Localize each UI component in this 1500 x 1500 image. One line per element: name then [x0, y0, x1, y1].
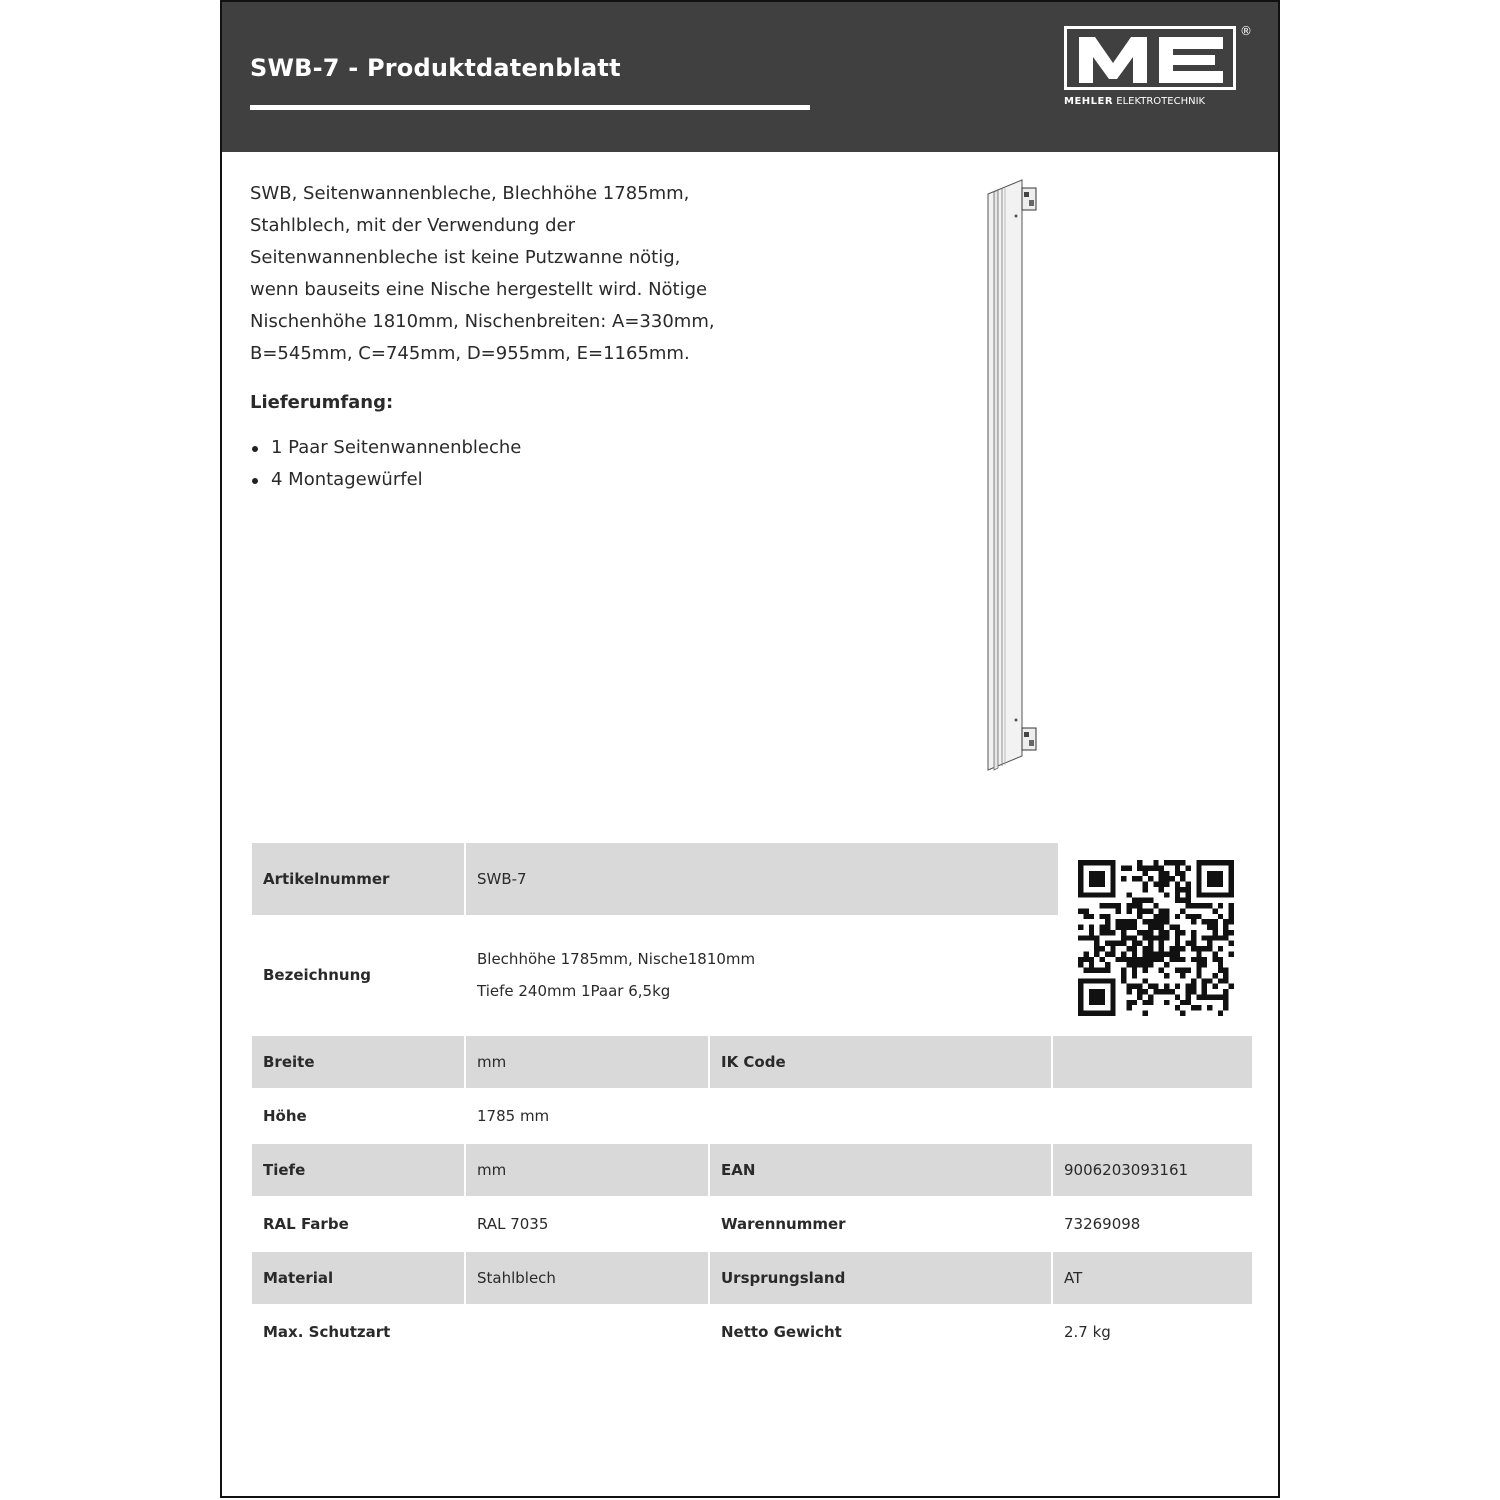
- header-bar: [222, 0, 1278, 152]
- label-hoehe: Höhe: [263, 1107, 307, 1125]
- label-ik-code: IK Code: [710, 1036, 1051, 1088]
- label-netto-gewicht: Netto Gewicht: [721, 1323, 842, 1341]
- description-line: SWB, Seitenwannenbleche, Blechhöhe 1785mm,: [250, 183, 690, 204]
- value-warennummer: 73269098: [1064, 1215, 1141, 1233]
- label-material: Material: [252, 1252, 464, 1304]
- me-logo-letters-icon: [1075, 33, 1227, 85]
- value-artikelnummer: SWB-7: [466, 843, 1058, 915]
- specs-table-top: [250, 841, 1060, 1035]
- label-tiefe: Tiefe: [252, 1144, 464, 1196]
- label-max-schutzart: Max. Schutzart: [263, 1323, 391, 1341]
- description-line: Seitenwannenbleche ist keine Putzwanne nötig,: [250, 247, 681, 268]
- table-row: [252, 1144, 1252, 1196]
- table-row: [252, 1306, 1252, 1358]
- registered-mark: ®: [1240, 24, 1252, 38]
- label-warennummer: Warennummer: [721, 1215, 846, 1233]
- side-panel-product-image: [982, 176, 1052, 776]
- label-ean: EAN: [710, 1144, 1051, 1196]
- label-ursprungsland: Ursprungsland: [710, 1252, 1051, 1304]
- lieferumfang-list: [250, 432, 521, 496]
- logo-brand-bold: MEHLER: [1064, 96, 1114, 107]
- description-line: wenn bauseits eine Nische hergestellt wird. Nötige: [250, 279, 708, 300]
- value-tiefe: mm: [466, 1144, 708, 1196]
- value-empty: [1053, 1090, 1252, 1142]
- value-bezeichnung: [466, 917, 1058, 1033]
- table-row: [252, 1036, 1252, 1088]
- list-item: 4 Montagewürfel: [250, 464, 521, 496]
- description-line: Stahlblech, mit der Verwendung der: [250, 215, 575, 236]
- label-artikelnummer: Artikelnummer: [252, 843, 464, 915]
- lieferumfang-heading: Lieferumfang:: [250, 392, 394, 413]
- value-material: Stahlblech: [466, 1252, 708, 1304]
- value-ursprungsland: AT: [1053, 1252, 1252, 1304]
- list-item: 1 Paar Seitenwannenbleche: [250, 432, 521, 464]
- value-breite: mm: [466, 1036, 708, 1088]
- bezeichnung-line: Tiefe 240mm 1Paar 6,5kg: [477, 982, 671, 1000]
- mehler-logo: [1064, 26, 1254, 116]
- label-empty: [710, 1090, 1051, 1142]
- description-line: B=545mm, C=745mm, D=955mm, E=1165mm.: [250, 343, 690, 364]
- datasheet-page: [220, 0, 1280, 1498]
- specs-table-bottom: [250, 1034, 1254, 1360]
- table-row: [252, 917, 1058, 1033]
- page-title: SWB-7 - Produktdatenblatt: [250, 54, 621, 82]
- value-netto-gewicht: 2.7 kg: [1064, 1323, 1111, 1341]
- bezeichnung-line: Blechhöhe 1785mm, Nische1810mm: [477, 950, 756, 968]
- product-description: [250, 178, 770, 370]
- label-ral-farbe: RAL Farbe: [263, 1215, 349, 1233]
- value-hoehe: 1785 mm: [477, 1107, 550, 1125]
- value-ik-code: [1053, 1036, 1252, 1088]
- logo-frame: [1064, 26, 1236, 90]
- value-ral-farbe: RAL 7035: [477, 1215, 549, 1233]
- qr-code-icon: [1078, 860, 1234, 1016]
- title-underline: [250, 105, 810, 110]
- value-max-schutzart: [466, 1306, 708, 1358]
- logo-brand-text: [1064, 96, 1205, 107]
- logo-brand-rest: ELEKTROTECHNIK: [1116, 96, 1206, 107]
- table-row: [252, 843, 1058, 915]
- table-row: [252, 1198, 1252, 1250]
- table-row: [252, 1090, 1252, 1142]
- label-bezeichnung: Bezeichnung: [263, 966, 371, 984]
- description-line: Nischenhöhe 1810mm, Nischenbreiten: A=330mm,: [250, 311, 715, 332]
- value-ean: 9006203093161: [1053, 1144, 1252, 1196]
- table-row: [252, 1252, 1252, 1304]
- label-breite: Breite: [252, 1036, 464, 1088]
